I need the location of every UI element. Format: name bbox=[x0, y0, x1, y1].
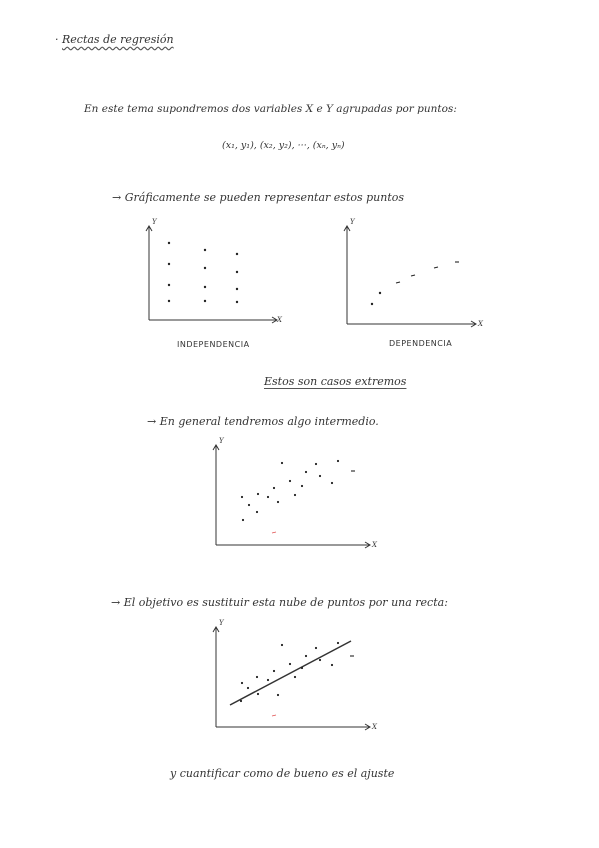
intro-text: En este tema supondremos dos variables X e Y agrupadas por puntos: bbox=[84, 103, 457, 115]
final-text: y cuantificar como de bueno es el ajuste bbox=[170, 767, 395, 780]
g4-point bbox=[305, 655, 307, 657]
g3-point bbox=[301, 485, 303, 487]
g4-point bbox=[301, 667, 303, 669]
g4-point bbox=[337, 642, 339, 644]
g1-point bbox=[236, 288, 238, 290]
g3-point bbox=[256, 511, 258, 513]
g3-point bbox=[257, 493, 259, 495]
general-text: → En general tendremos algo intermedio. bbox=[147, 415, 379, 428]
graph4-x-label: X bbox=[372, 723, 377, 731]
g2-point bbox=[411, 275, 415, 276]
g4-point bbox=[267, 679, 269, 681]
g3-point bbox=[319, 475, 321, 477]
g1-point bbox=[204, 267, 206, 269]
g4-point bbox=[331, 664, 333, 666]
g1-point bbox=[168, 300, 170, 302]
g1-point bbox=[168, 242, 170, 244]
g3-point bbox=[242, 519, 244, 521]
points-notation: (x₁, y₁), (x₂, y₂), ···, (xₙ, yₙ) bbox=[222, 140, 345, 151]
graph-text: → Gráficamente se pueden representar estos puntos bbox=[112, 191, 405, 204]
g1-point bbox=[168, 263, 170, 265]
label-independencia: INDEPENDENCIA bbox=[177, 340, 250, 349]
g4-point bbox=[257, 693, 259, 695]
g3-point bbox=[305, 471, 307, 473]
g1-point bbox=[204, 249, 206, 251]
g4-point bbox=[240, 700, 242, 702]
g3-point bbox=[248, 504, 250, 506]
g3-point bbox=[273, 487, 275, 489]
g3-point bbox=[294, 494, 296, 496]
g1-point bbox=[236, 271, 238, 273]
g4-point bbox=[281, 644, 283, 646]
g3-point bbox=[281, 462, 283, 464]
red-tick-mark bbox=[272, 715, 276, 716]
g4-point bbox=[319, 659, 321, 661]
g1-point bbox=[204, 300, 206, 302]
g1-point bbox=[168, 284, 170, 286]
graph3-y-label: Y bbox=[219, 437, 224, 445]
page-title: Rectas de regresión bbox=[62, 33, 174, 46]
g2-point bbox=[396, 282, 400, 283]
graph2-y-label: Y bbox=[350, 218, 355, 226]
graph1-y-label: Y bbox=[152, 218, 157, 226]
regression-line bbox=[230, 641, 351, 705]
g4-point bbox=[277, 694, 279, 696]
g4-point bbox=[241, 682, 243, 684]
label-dependencia: DEPENDENCIA bbox=[389, 339, 453, 348]
g3-point bbox=[277, 501, 279, 503]
g3-point bbox=[267, 496, 269, 498]
bullet-dot: · bbox=[55, 33, 59, 46]
g3-point bbox=[241, 496, 243, 498]
g3-point bbox=[315, 463, 317, 465]
extremes-text: Estos son casos extremos bbox=[264, 375, 407, 388]
objective-text: → El objetivo es sustituir esta nube de puntos por una recta: bbox=[111, 596, 448, 609]
g1-point bbox=[236, 301, 238, 303]
g2-point bbox=[371, 303, 373, 305]
red-tick-mark bbox=[272, 532, 276, 533]
g3-point bbox=[289, 480, 291, 482]
graph1-x-label: X bbox=[277, 316, 282, 324]
g2-point bbox=[379, 292, 381, 294]
g4-point bbox=[256, 676, 258, 678]
g4-point bbox=[294, 676, 296, 678]
g4-point bbox=[315, 647, 317, 649]
g3-point bbox=[337, 460, 339, 462]
graph3-x-label: X bbox=[372, 541, 377, 549]
graph4-y-label: Y bbox=[219, 619, 224, 627]
g4-point bbox=[289, 663, 291, 665]
g1-point bbox=[204, 286, 206, 288]
g4-point bbox=[273, 670, 275, 672]
g2-point bbox=[434, 267, 438, 268]
g3-point bbox=[331, 482, 333, 484]
graph2-x-label: X bbox=[478, 320, 483, 328]
g1-point bbox=[236, 253, 238, 255]
g4-point bbox=[247, 687, 249, 689]
